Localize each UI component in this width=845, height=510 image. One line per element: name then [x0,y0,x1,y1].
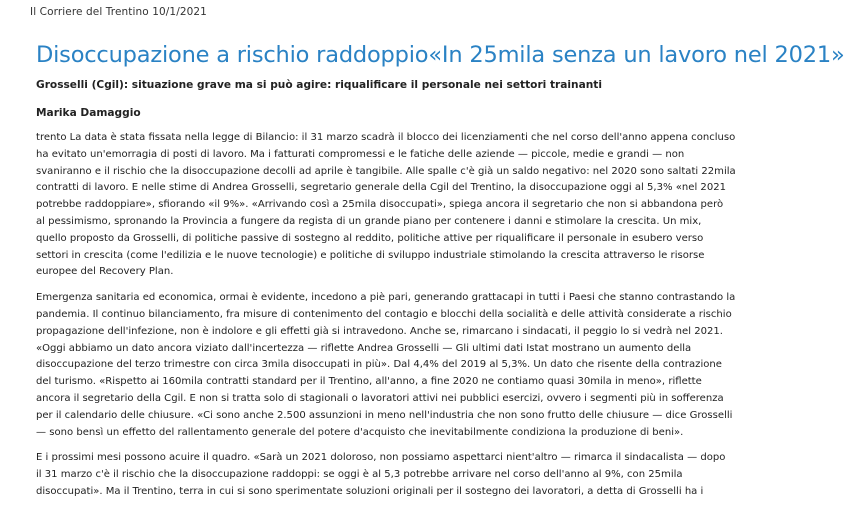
paragraph-line: disoccupazione del terzo trimestre con circa 3mila disoccupati in più». Dal 4,4% del 2019 al 5,3%. Un dato che risente della contrazione [36,359,722,371]
paragraph-line: europee del Recovery Plan. [36,266,174,278]
paragraph-line: — sono bensì un effetto del rallentamento generale del potere d'acquisto che inevitabilmente condiziona la produzione di beni». [36,426,684,438]
paragraph-line: al pessimismo, spronando la Provincia a fungere da regista di un grande piano per contenere i danni e stimolare la crescita. Un mix, [36,215,702,227]
paragraph-line: «Oggi abbiamo un dato ancora viziato dall'incertezza — riflette Andrea Grosselli — Gli ultimi dati Istat mostrano un aumento della [36,342,692,354]
headline: Disoccupazione a rischio raddoppio«In 25mila senza un lavoro nel 2021» [36,42,845,68]
subheadline: Grosselli (Cgil): situazione grave ma si può agire: riqualificare il personale nei settori trainanti [36,79,602,91]
paragraph-line: il 31 marzo c'è il rischio che la disoccupazione raddoppi: se oggi è al 5,3 potrebbe arrivare nel corso dell'anno al 9%, con 25mila [36,469,683,481]
paragraph-line: per il calendario delle chiusure. «Ci sono anche 2.500 assunzioni in meno nell'industria che non sono frutto delle chiusure — dice Grosselli [36,409,733,421]
paragraph-line: pandemia. Il continuo bilanciamento, fra misure di contenimento del contagio e blocchi della socialità e delle attività considerate a rischio [36,308,732,320]
article-paragraph [36,450,796,500]
paragraph-line: svaniranno e il rischio che la disoccupazione decolli ad aprile è tangibile. Alle spalle c'è già un saldo negativo: nel 2020 sono saltati 22mila [36,165,736,177]
paragraph-line: settori in crescita (come l'edilizia e le nuove tecnologie) e politiche di sviluppo industriale stimolando la crescita attraverso le risorse [36,249,705,261]
article-paragraph [36,130,796,281]
paragraph-line: Emergenza sanitaria ed economica, ormai è evidente, incedono a piè pari, generando grattacapi in tutti i Paesi che stanno contrastando la [36,292,736,304]
source-line: Il Corriere del Trentino 10/1/2021 [30,6,207,18]
article-paragraph [36,290,796,441]
article-body [36,130,796,510]
paragraph-line: del turismo. «Rispetto ai 160mila contratti standard per il Trentino, all'anno, a fine 2020 ne contiamo quasi 30mila in meno», riflette [36,376,702,388]
paragraph-line: potrebbe raddoppiare», sfiorando «il 9%». «Arrivando così a 25mila disoccupati», spiega ancora il segretario che non si abbandona però [36,199,724,211]
paragraph-line: trento La data è stata fissata nella legge di Bilancio: il 31 marzo scadrà il blocco dei licenziamenti che nel corso dell'anno appena concluso [36,132,736,143]
paragraph-line: disoccupati». Ma il Trentino, terra in cui si sono sperimentate soluzioni originali per il sostegno dei lavoratori, a detta di Grosselli ha i [36,485,704,497]
author-byline: Marika Damaggio [36,107,141,119]
paragraph-line: E i prossimi mesi possono acuire il quadro. «Sarà un 2021 doloroso, non possiamo aspettarci nient'altro — rimarca il sindacalista — dopo [36,452,726,464]
paragraph-line: ancora il segretario della Cgil. E non si tratta solo di stagionali o lavoratori attivi nei pubblici esercizi, ovvero i segmenti più in sofferenza [36,392,724,404]
paragraph-line: quello proposto da Grosselli, di politiche passive di sostegno al reddito, politiche attive per riqualificare il personale in esubero verso [36,232,704,244]
paragraph-line: propagazione dell'infezione, non è indolore e gli effetti già si intravedono. Anche se, rimarcano i sindacati, il peggio lo si vedrà nel 2021. [36,325,723,337]
paragraph-line: ha evitato un'emorragia di posti di lavoro. Ma i fatturati compromessi e le fatiche delle aziende — piccole, medie e grandi — non [36,148,685,160]
paragraph-line: contratti di lavoro. E nelle stime di Andrea Grosselli, segretario generale della Cgil del Trentino, la disoccupazione oggi al 5,3% «nel 2021 [36,182,726,194]
